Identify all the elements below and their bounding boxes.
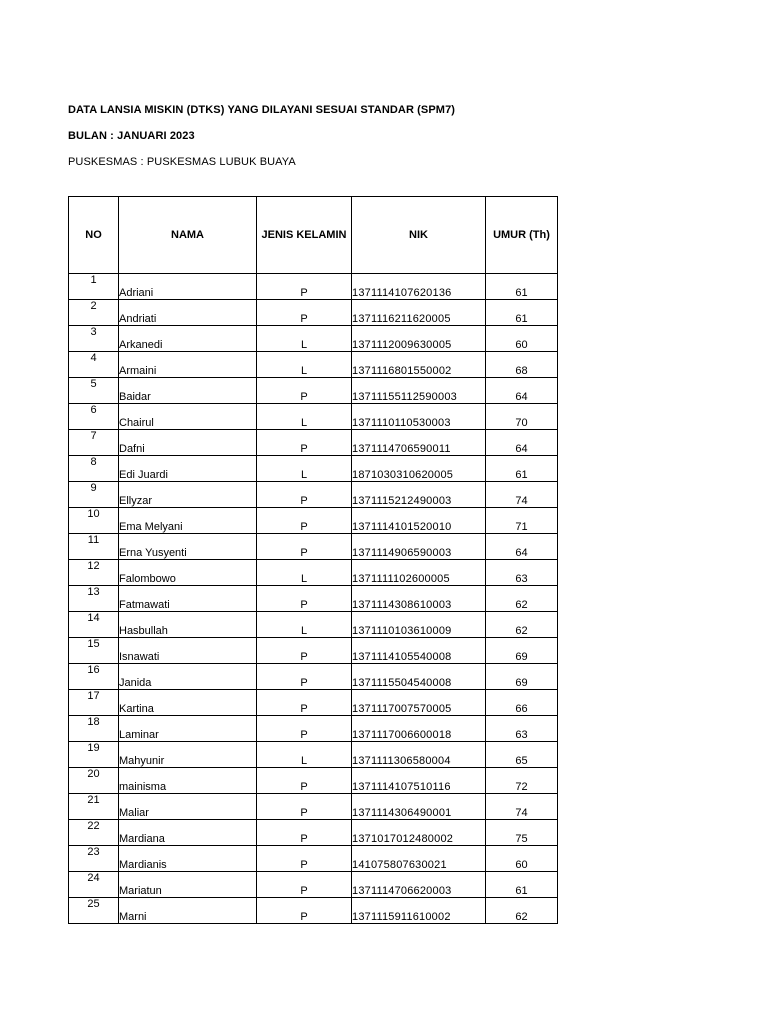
cell-jenis-kelamin: P [257,274,352,300]
table-header-row [69,197,558,274]
cell-nik: 1371115212490003 [352,482,486,508]
cell-nama: Mardiana [119,820,257,846]
cell-nama: Hasbullah [119,612,257,638]
cell-nama: Falombowo [119,560,257,586]
cell-nik: 1371114107620136 [352,274,486,300]
cell-nik: 1371114107510116 [352,768,486,794]
cell-nama: Dafni [119,430,257,456]
column-header-nama: NAMA [119,197,257,274]
cell-nik: 1371112009630005 [352,326,486,352]
cell-no: 11 [69,534,119,560]
cell-nik: 1371114306490001 [352,794,486,820]
cell-no: 7 [69,430,119,456]
cell-nik: 1371114308610003 [352,586,486,612]
cell-jenis-kelamin: L [257,404,352,430]
cell-jenis-kelamin: P [257,794,352,820]
cell-umur: 71 [486,508,558,534]
cell-umur: 63 [486,716,558,742]
cell-nama: Marni [119,898,257,924]
cell-nama: Erna Yusyenti [119,534,257,560]
cell-umur: 68 [486,352,558,378]
cell-nik: 1371114906590003 [352,534,486,560]
cell-umur: 70 [486,404,558,430]
cell-no: 10 [69,508,119,534]
cell-nama: Isnawati [119,638,257,664]
cell-nama: Baidar [119,378,257,404]
cell-no: 23 [69,846,119,872]
cell-umur: 75 [486,820,558,846]
cell-nama: Laminar [119,716,257,742]
table-row [69,872,558,898]
cell-umur: 61 [486,456,558,482]
cell-umur: 74 [486,794,558,820]
cell-nama: Ellyzar [119,482,257,508]
cell-umur: 64 [486,378,558,404]
table-row [69,456,558,482]
table-row [69,378,558,404]
cell-no: 19 [69,742,119,768]
cell-jenis-kelamin: P [257,872,352,898]
cell-nama: Mahyunir [119,742,257,768]
table-row [69,846,558,872]
cell-nik: 13711155112590003 [352,378,486,404]
cell-jenis-kelamin: P [257,482,352,508]
column-header-jenis-kelamin: JENIS KELAMIN [257,197,352,274]
cell-jenis-kelamin: L [257,326,352,352]
cell-no: 3 [69,326,119,352]
cell-no: 2 [69,300,119,326]
cell-jenis-kelamin: L [257,352,352,378]
cell-nik: 1371110110530003 [352,404,486,430]
cell-no: 14 [69,612,119,638]
cell-nik: 1371116801550002 [352,352,486,378]
cell-nama: Maliar [119,794,257,820]
table-row [69,534,558,560]
cell-umur: 61 [486,872,558,898]
table-row [69,508,558,534]
cell-umur: 74 [486,482,558,508]
cell-umur: 64 [486,534,558,560]
cell-jenis-kelamin: P [257,586,352,612]
cell-jenis-kelamin: L [257,612,352,638]
cell-nik: 1371111306580004 [352,742,486,768]
cell-umur: 61 [486,300,558,326]
table-row [69,300,558,326]
cell-nik: 1371110103610009 [352,612,486,638]
column-header-nik: NIK [352,197,486,274]
cell-nama: Andriati [119,300,257,326]
cell-jenis-kelamin: P [257,638,352,664]
cell-jenis-kelamin: P [257,430,352,456]
cell-nik: 1371114101520010 [352,508,486,534]
table-row [69,664,558,690]
table-row [69,560,558,586]
cell-umur: 72 [486,768,558,794]
cell-no: 25 [69,898,119,924]
cell-no: 21 [69,794,119,820]
cell-no: 9 [69,482,119,508]
cell-jenis-kelamin: L [257,742,352,768]
cell-jenis-kelamin: P [257,768,352,794]
table-row [69,326,558,352]
cell-umur: 62 [486,586,558,612]
cell-no: 18 [69,716,119,742]
cell-no: 17 [69,690,119,716]
cell-nik: 1371115911610002 [352,898,486,924]
cell-nama: Fatmawati [119,586,257,612]
cell-jenis-kelamin: P [257,664,352,690]
cell-nik: 1371116211620005 [352,300,486,326]
cell-no: 12 [69,560,119,586]
cell-no: 6 [69,404,119,430]
cell-no: 24 [69,872,119,898]
cell-nama: Ema Melyani [119,508,257,534]
table-row [69,794,558,820]
cell-nik: 1371117006600018 [352,716,486,742]
cell-no: 22 [69,820,119,846]
column-header-no: NO [69,197,119,274]
report-month: BULAN : JANUARI 2023 [68,130,195,142]
cell-nama: Arkanedi [119,326,257,352]
cell-nama: Armaini [119,352,257,378]
cell-no: 20 [69,768,119,794]
cell-nik: 1371115504540008 [352,664,486,690]
cell-jenis-kelamin: P [257,846,352,872]
cell-nik: 1371017012480002 [352,820,486,846]
cell-no: 5 [69,378,119,404]
table-row [69,482,558,508]
table-row [69,768,558,794]
cell-nama: Mariatun [119,872,257,898]
cell-jenis-kelamin: L [257,560,352,586]
document-title: DATA LANSIA MISKIN (DTKS) YANG DILAYANI SESUAI STANDAR (SPM7) [68,104,456,116]
cell-no: 15 [69,638,119,664]
cell-umur: 65 [486,742,558,768]
cell-umur: 66 [486,690,558,716]
lansia-table [68,196,558,924]
cell-no: 13 [69,586,119,612]
table-body [69,274,558,924]
cell-no: 1 [69,274,119,300]
table-row [69,820,558,846]
cell-nama: Adriani [119,274,257,300]
table-row [69,742,558,768]
table-row [69,430,558,456]
cell-jenis-kelamin: P [257,378,352,404]
table-row [69,898,558,924]
table-row [69,716,558,742]
cell-umur: 62 [486,612,558,638]
cell-umur: 60 [486,846,558,872]
cell-umur: 62 [486,898,558,924]
table-row [69,638,558,664]
cell-nik: 1871030310620005 [352,456,486,482]
cell-nik: 1371111102600005 [352,560,486,586]
cell-umur: 61 [486,274,558,300]
cell-nama: mainisma [119,768,257,794]
cell-nama: Edi Juardi [119,456,257,482]
cell-nik: 141075807630021 [352,846,486,872]
cell-jenis-kelamin: P [257,820,352,846]
cell-no: 16 [69,664,119,690]
cell-jenis-kelamin: P [257,716,352,742]
cell-nama: Chairul [119,404,257,430]
cell-nama: Janida [119,664,257,690]
table-row [69,404,558,430]
cell-jenis-kelamin: P [257,690,352,716]
table-row [69,612,558,638]
table-row [69,274,558,300]
table-row [69,352,558,378]
cell-nik: 1371114706620003 [352,872,486,898]
column-header-umur: UMUR (Th) [486,197,558,274]
table-row [69,690,558,716]
cell-jenis-kelamin: P [257,898,352,924]
cell-nama: Kartina [119,690,257,716]
cell-jenis-kelamin: P [257,300,352,326]
cell-jenis-kelamin: P [257,508,352,534]
cell-umur: 69 [486,664,558,690]
cell-jenis-kelamin: P [257,534,352,560]
puskesmas-name: PUSKESMAS : PUSKESMAS LUBUK BUAYA [68,156,296,168]
cell-nik: 1371114706590011 [352,430,486,456]
cell-umur: 60 [486,326,558,352]
cell-jenis-kelamin: L [257,456,352,482]
cell-umur: 64 [486,430,558,456]
table-row [69,586,558,612]
cell-nik: 1371117007570005 [352,690,486,716]
cell-umur: 69 [486,638,558,664]
cell-umur: 63 [486,560,558,586]
cell-no: 8 [69,456,119,482]
cell-nama: Mardianis [119,846,257,872]
cell-no: 4 [69,352,119,378]
cell-nik: 1371114105540008 [352,638,486,664]
